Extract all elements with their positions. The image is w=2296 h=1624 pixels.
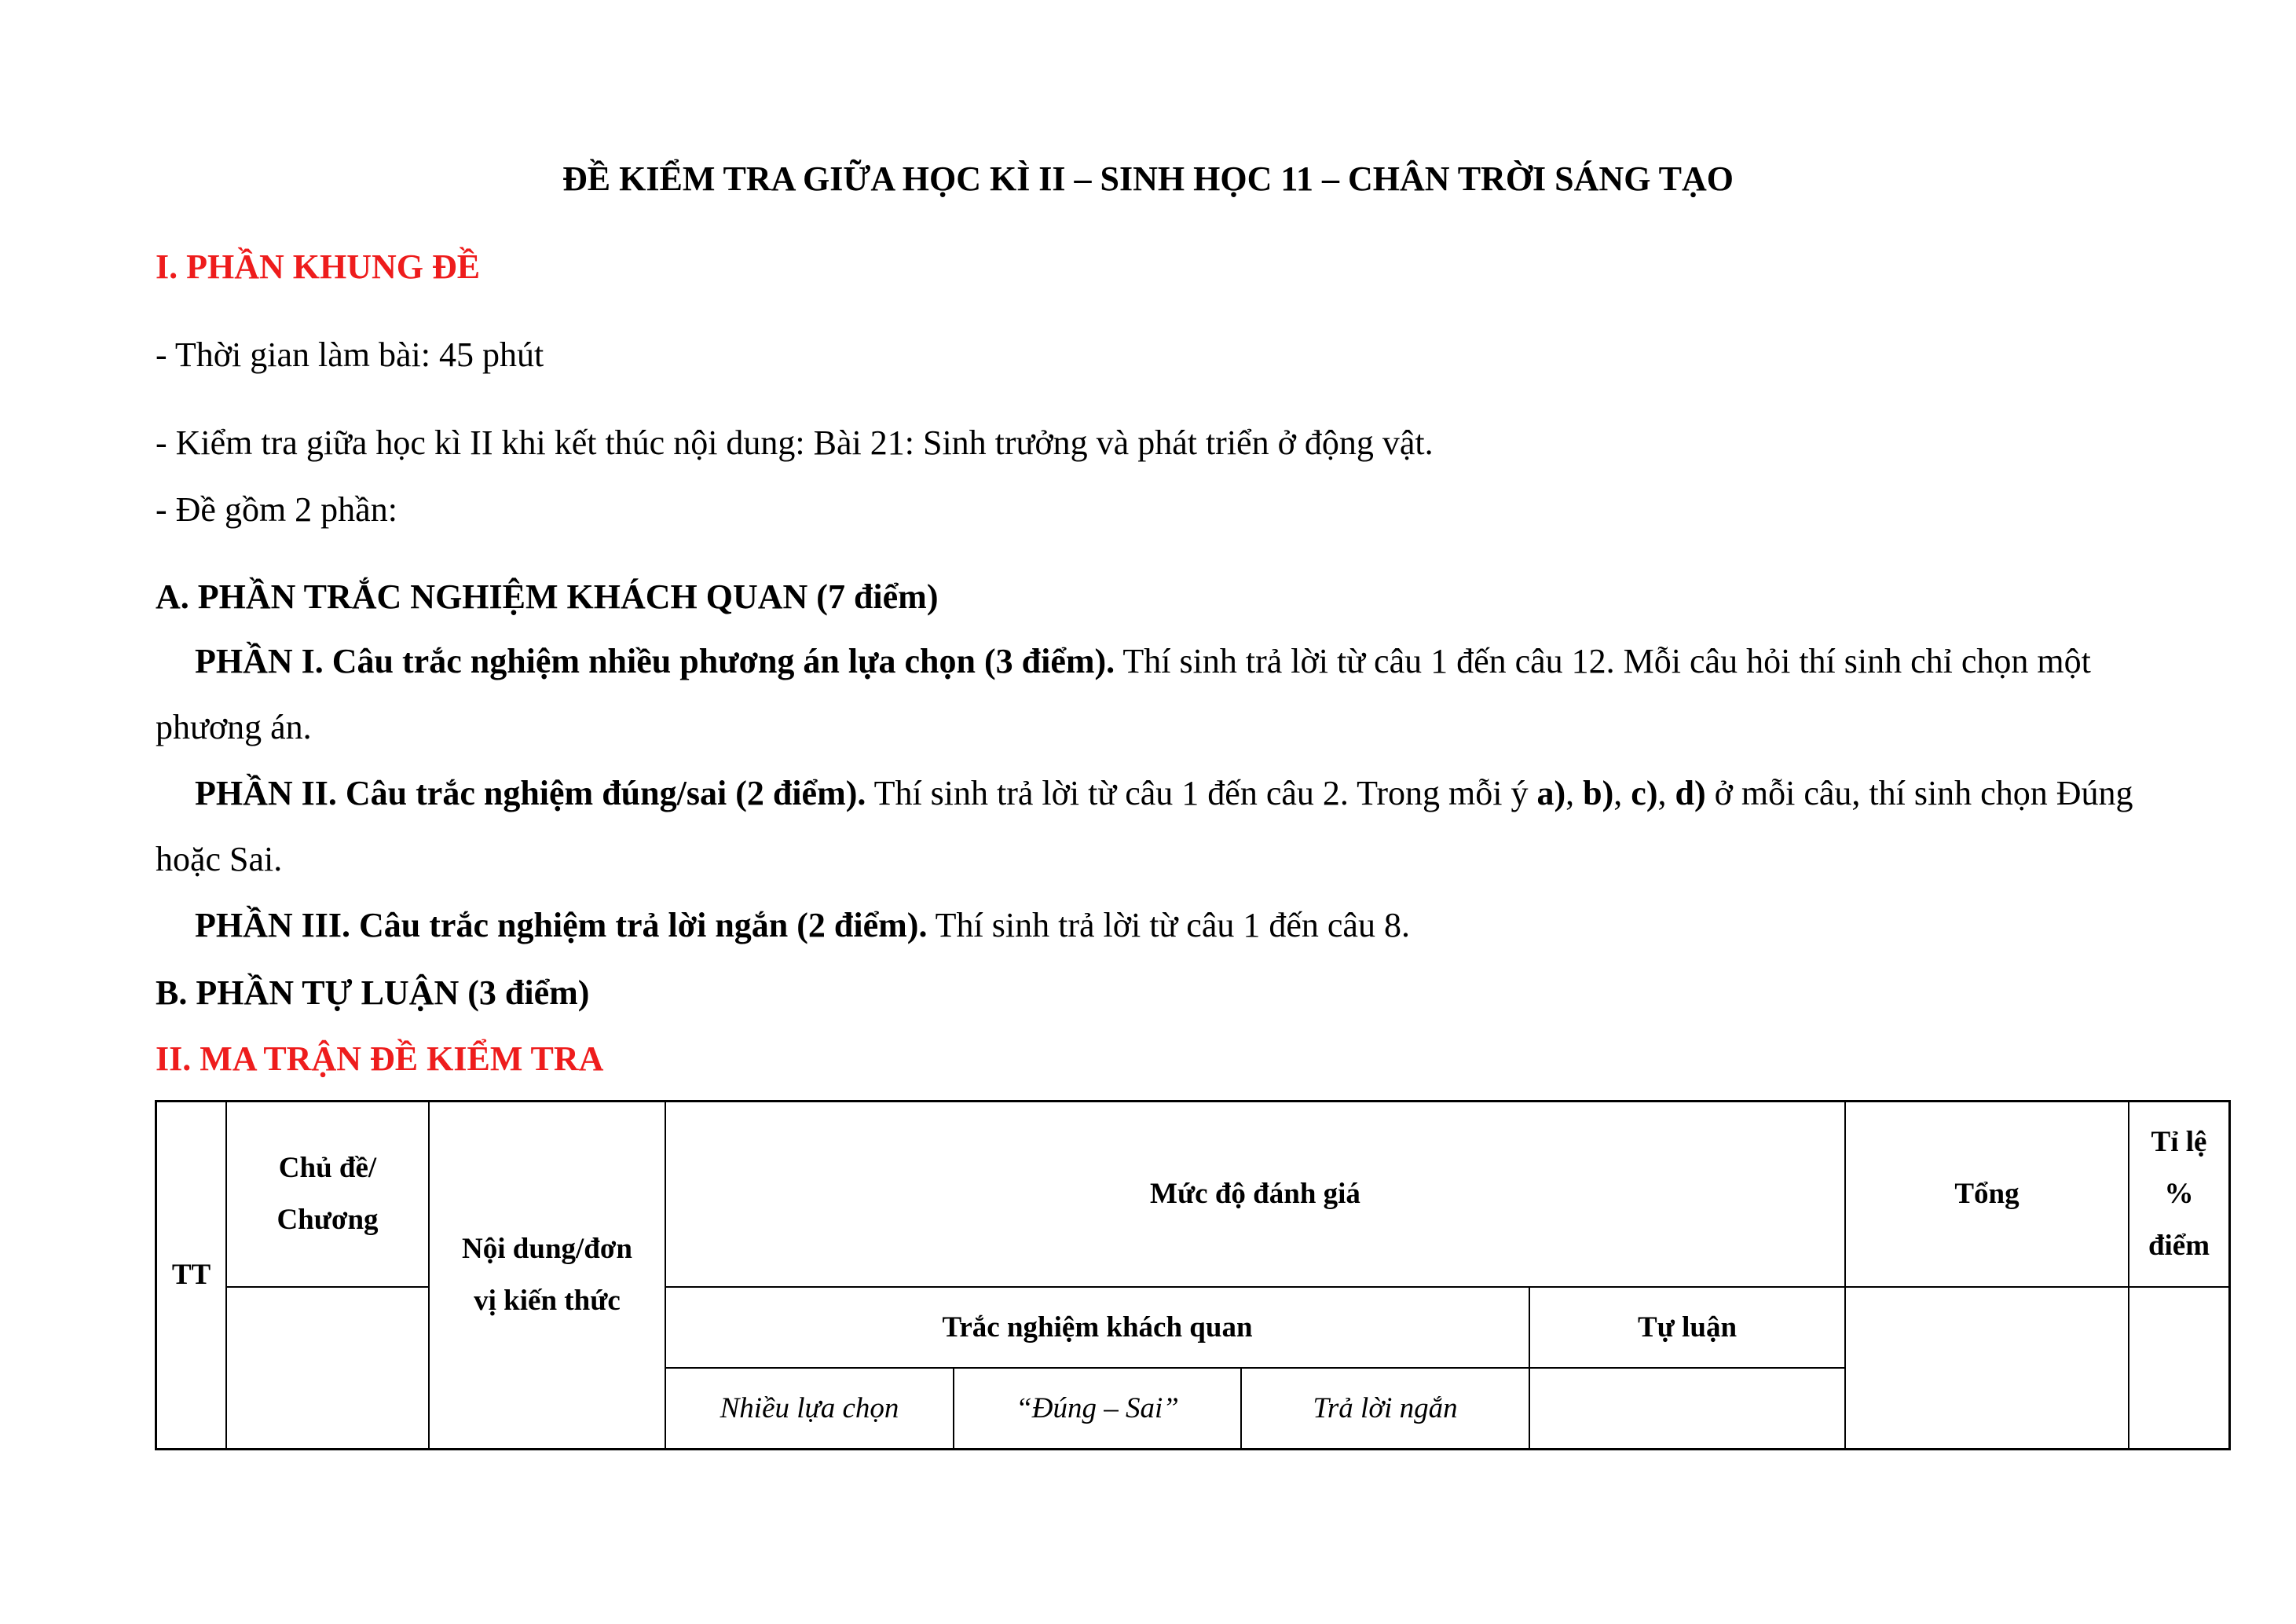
- separator: ,: [1613, 774, 1631, 812]
- header-essay-label: Tự luận: [1637, 1311, 1738, 1344]
- part-2-paragraph: [156, 761, 2151, 893]
- option-b: b): [1583, 774, 1614, 812]
- header-assessment-level: [666, 1102, 1844, 1286]
- table-border: [225, 1286, 430, 1288]
- header-tt: [157, 1102, 225, 1448]
- header-topic-line2: Chương: [276, 1204, 379, 1236]
- header-topic: [227, 1102, 428, 1286]
- header-objective-test-label: Trắc nghiệm khách quan: [942, 1311, 1253, 1344]
- header-content-line2: vị kiến thức: [474, 1285, 621, 1317]
- header-ratio: [2129, 1102, 2228, 1286]
- option-c: c): [1631, 774, 1658, 812]
- header-content-line1: Nội dung/đơn: [462, 1233, 632, 1265]
- header-ratio-line1: Tỉ lệ: [2151, 1126, 2207, 1158]
- header-essay: [1530, 1288, 1844, 1367]
- header-assessment-level-label: Mức độ đánh giá: [1150, 1178, 1360, 1210]
- part-2-title: PHẦN II. Câu trắc nghiệm đúng/sai (2 điểm).: [195, 774, 866, 812]
- separator: ,: [1565, 774, 1584, 812]
- header-short-answer: [1242, 1369, 1529, 1448]
- header-content: [430, 1102, 665, 1448]
- section-heading-matrix: II. MA TRẬN ĐỀ KIỂM TRA: [156, 1039, 604, 1078]
- exam-duration-line: - Thời gian làm bài: 45 phút: [156, 335, 544, 374]
- document-title: ĐỀ KIỂM TRA GIỮA HỌC KÌ II – SINH HỌC 11 – CHÂN TRỜI SÁNG TẠO: [562, 159, 1734, 198]
- header-total: [1846, 1102, 2128, 1286]
- header-topic-line1: Chủ đề/: [278, 1152, 377, 1184]
- part-3-text: Thí sinh trả lời từ câu 1 đến câu 8.: [927, 906, 1410, 944]
- part-3-paragraph: [156, 893, 2151, 959]
- part-2-text: Thí sinh trả lời từ câu 1 đến câu 2. Trong mỗi ý: [866, 774, 1537, 812]
- header-tt-label: TT: [171, 1259, 211, 1291]
- header-multiple-choice: [666, 1369, 953, 1448]
- header-ratio-line2: %: [2164, 1178, 2194, 1210]
- header-true-false: [954, 1369, 1240, 1448]
- part-b-heading: B. PHẦN TỰ LUẬN (3 điểm): [156, 973, 590, 1012]
- part-1-paragraph: [156, 629, 2151, 761]
- part-1-title: PHẦN I. Câu trắc nghiệm nhiều phương án lựa chọn (3 điểm).: [195, 642, 1115, 680]
- table-border: [155, 1448, 2231, 1450]
- exam-scope-line: - Kiểm tra giữa học kì II khi kết thúc nội dung: Bài 21: Sinh trưởng và phát triển ở động vật.: [156, 423, 1434, 462]
- header-multiple-choice-label: Nhiều lựa chọn: [720, 1391, 899, 1424]
- header-true-false-label: “Đúng – Sai”: [1016, 1391, 1179, 1424]
- table-border: [2228, 1100, 2231, 1450]
- part-3-title: PHẦN III. Câu trắc nghiệm trả lời ngắn (2 điểm).: [195, 906, 928, 944]
- exam-parts-line: - Đề gồm 2 phần:: [156, 490, 397, 529]
- option-d: d): [1675, 774, 1706, 812]
- separator: ,: [1657, 774, 1675, 812]
- option-a: a): [1536, 774, 1566, 812]
- header-ratio-line3: điểm: [2148, 1230, 2210, 1262]
- part-2-text-end: ở mỗi câu, thí sinh chọn Đúng hoặc Sai.: [156, 774, 2133, 878]
- section-heading-framework: I. PHẦN KHUNG ĐỀ: [156, 247, 481, 286]
- part-1-text: Thí sinh trả lời từ câu 1 đến câu 12. Mỗi câu hỏi thí sinh chỉ chọn một phương án.: [156, 642, 2091, 746]
- header-total-label: Tổng: [1954, 1178, 2020, 1210]
- header-short-answer-label: Trả lời ngắn: [1313, 1391, 1458, 1424]
- header-objective-test: [666, 1288, 1529, 1367]
- part-a-heading: A. PHẦN TRẮC NGHIỆM KHÁCH QUAN (7 điểm): [156, 577, 939, 616]
